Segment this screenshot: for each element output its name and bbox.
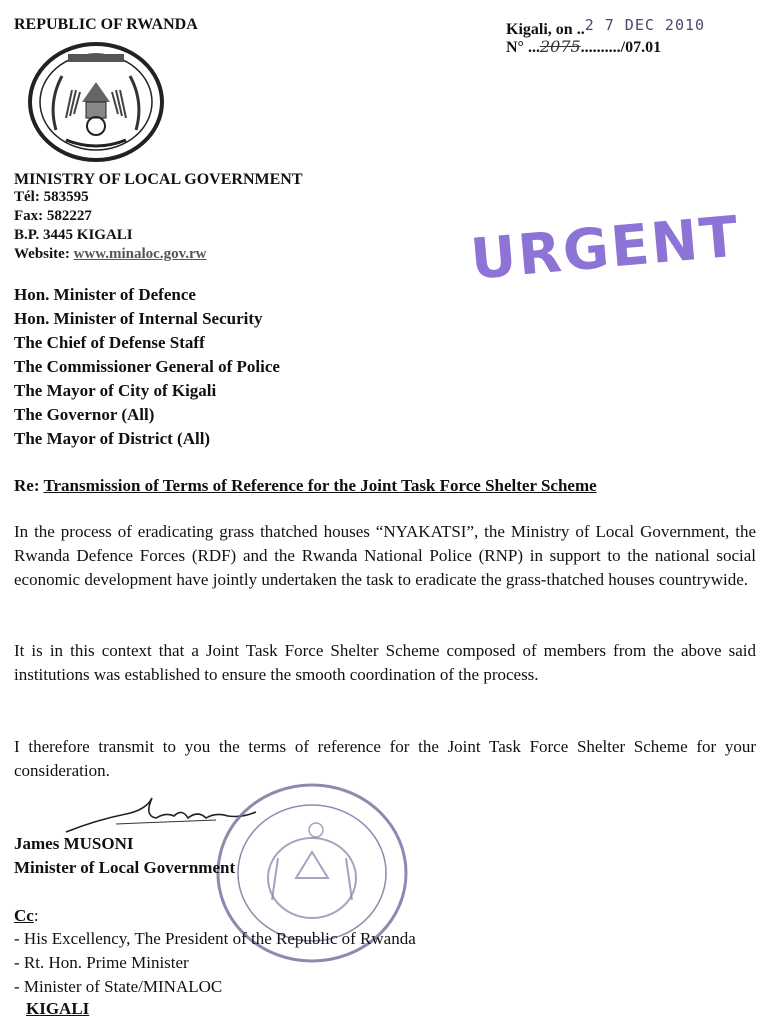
subject-label: Re: — [14, 476, 44, 495]
cc-heading — [14, 904, 39, 928]
ministry-fax: Fax: 582227 — [14, 208, 92, 224]
ministry-tel: Tél: 583595 — [14, 189, 89, 205]
signatory-name: James MUSONI — [14, 834, 134, 853]
date-dots: .. — [576, 21, 585, 38]
coat-of-arms-seal — [26, 40, 166, 164]
recipient-list — [14, 283, 280, 451]
cc-item: - Minister of State/MINALOC — [14, 977, 223, 996]
reference-line — [506, 38, 661, 57]
subject-text: Transmission of Terms of Reference for the Joint Task Force Shelter Scheme — [43, 476, 597, 495]
ministry-name: MINISTRY OF LOCAL GOVERNMENT — [14, 171, 303, 188]
ministry-website-line — [14, 245, 207, 264]
signatory-title: Minister of Local Government — [14, 858, 236, 877]
body-paragraph-3: I therefore transmit to you the terms of reference for the Joint Task Force Shelter Scheme for your consideration. — [14, 737, 756, 780]
recipient-item: Hon. Minister of Defence — [14, 285, 196, 304]
recipient-item: Hon. Minister of Internal Security — [14, 309, 263, 328]
body-paragraph-1: In the process of eradicating grass thatched houses “NYAKATSI”, the Ministry of Local Government, the Rwanda Defence Forces (RDF) and the Rwanda National Police (RNP) in support to the national social economic development have jointly undertaken the task to eradicate the grass-thatched houses countrywide. — [14, 522, 756, 589]
cc-item: - His Excellency, The President of the Republic of Rwanda — [14, 929, 416, 948]
cc-item: - Rt. Hon. Prime Minister — [14, 953, 189, 972]
recipient-item: The Mayor of City of Kigali — [14, 381, 217, 400]
recipient-item: The Chief of Defense Staff — [14, 333, 205, 352]
cc-colon: : — [33, 906, 39, 925]
recipient-item: The Commissioner General of Police — [14, 357, 280, 376]
website-label: Website: — [14, 246, 74, 262]
website-link[interactable]: www.minaloc.gov.rw — [73, 246, 207, 262]
recipient-item: The Mayor of District (All) — [14, 429, 211, 448]
cc-label: Cc — [14, 906, 34, 925]
ministry-bp: B.P. 3445 KIGALI — [14, 227, 133, 243]
cc-place: KIGALI — [26, 999, 90, 1018]
date-line — [506, 16, 706, 39]
country-heading: REPUBLIC OF RWANDA — [14, 16, 198, 33]
date-stamp: 2 7 DEC 2010 — [584, 16, 706, 34]
cc-list — [14, 927, 416, 999]
reference-suffix: ........../07.01 — [580, 39, 662, 56]
reference-prefix: N° ... — [506, 39, 540, 56]
date-label: Kigali, on — [506, 21, 577, 38]
recipient-item: The Governor (All) — [14, 405, 155, 424]
coat-of-arms-icon — [26, 40, 166, 164]
body-paragraph-2: It is in this context that a Joint Task Force Shelter Scheme composed of members from the above said institutions was established to ensure the smooth coordination of the process. — [14, 641, 756, 684]
reference-number-handwritten: 2075 — [539, 37, 581, 56]
urgent-stamp: URGENT — [468, 204, 743, 293]
subject-line — [14, 474, 597, 498]
